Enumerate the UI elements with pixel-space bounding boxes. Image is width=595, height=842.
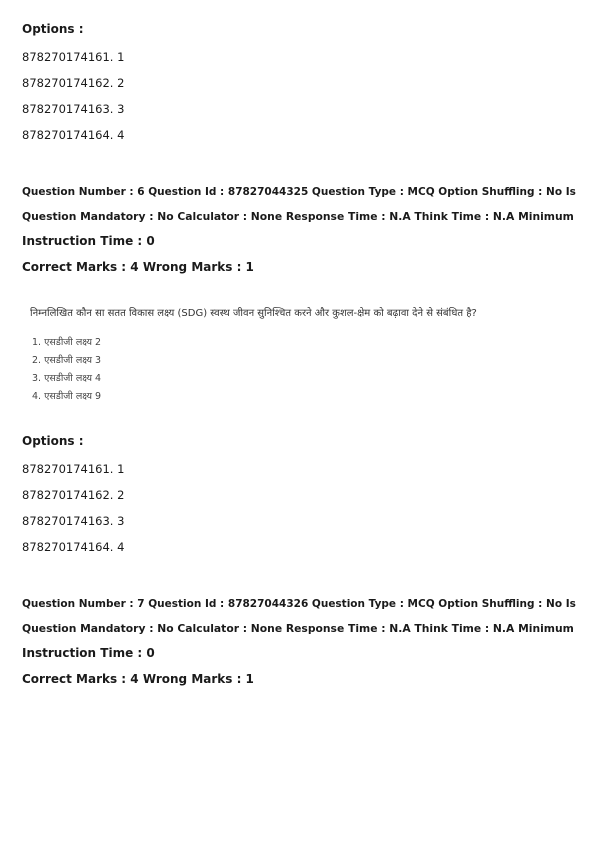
option-item: 878270174161. 1 bbox=[22, 50, 125, 64]
option-item: 878270174163. 3 bbox=[22, 102, 125, 116]
question-marks: Correct Marks : 4 Wrong Marks : 1 bbox=[22, 672, 254, 686]
options-label: Options : bbox=[22, 434, 84, 448]
question-meta-line: Instruction Time : 0 bbox=[22, 646, 155, 660]
option-item: 878270174162. 2 bbox=[22, 488, 125, 502]
question-meta-line: Question Number : 7 Question Id : 87827044326 Question Type : MCQ Option Shuffling : No Is bbox=[22, 598, 576, 610]
answer-choice: 4. एसडीजी लक्ष्य 9 bbox=[32, 391, 102, 402]
options-label: Options : bbox=[22, 22, 84, 36]
option-item: 878270174161. 1 bbox=[22, 462, 125, 476]
answer-choice: 1. एसडीजी लक्ष्य 2 bbox=[32, 337, 102, 348]
question-text: निम्नलिखित कौन सा सतत विकास लक्ष्य (SDG) स्वस्थ जीवन सुनिश्चित करने और कुशल-क्षेम को बढ़ावा देने से संबंधित है? bbox=[30, 308, 477, 319]
question-meta-line: Instruction Time : 0 bbox=[22, 234, 155, 248]
question-marks: Correct Marks : 4 Wrong Marks : 1 bbox=[22, 260, 254, 274]
question-meta-line: Question Number : 6 Question Id : 87827044325 Question Type : MCQ Option Shuffling : No Is bbox=[22, 186, 576, 198]
option-item: 878270174162. 2 bbox=[22, 76, 125, 90]
question-meta-line: Question Mandatory : No Calculator : None Response Time : N.A Think Time : N.A Minimum bbox=[22, 210, 574, 223]
option-item: 878270174163. 3 bbox=[22, 514, 125, 528]
question-meta-line: Question Mandatory : No Calculator : None Response Time : N.A Think Time : N.A Minimum bbox=[22, 622, 574, 635]
option-item: 878270174164. 4 bbox=[22, 128, 125, 142]
answer-choice: 2. एसडीजी लक्ष्य 3 bbox=[32, 355, 102, 366]
option-item: 878270174164. 4 bbox=[22, 540, 125, 554]
answer-choice: 3. एसडीजी लक्ष्य 4 bbox=[32, 373, 102, 384]
